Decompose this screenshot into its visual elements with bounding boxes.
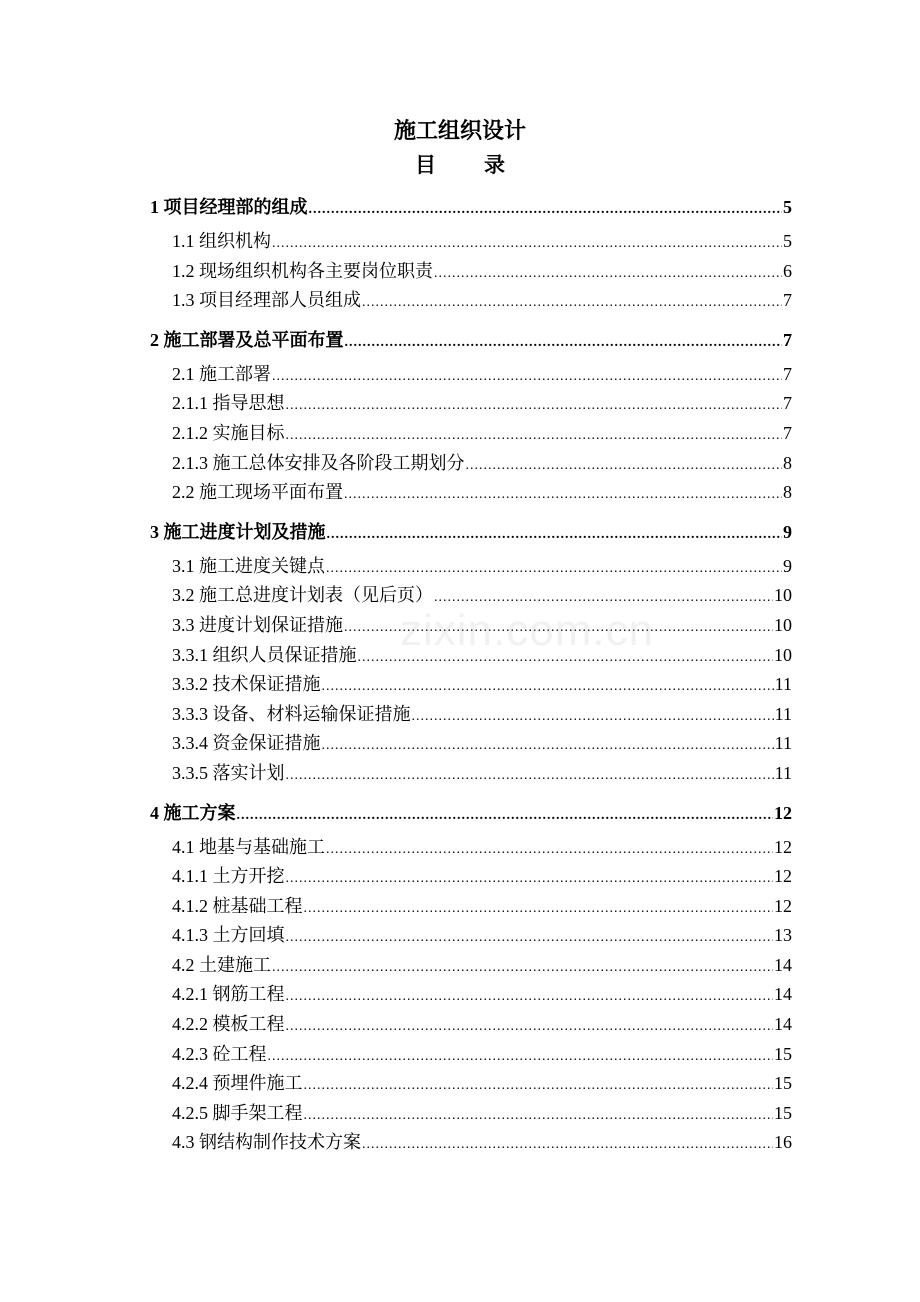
- toc-entry-label: 3.3.1 组织人员保证措施: [172, 644, 357, 665]
- toc-entry-page: 5: [783, 197, 792, 217]
- toc-entry-page: 7: [783, 422, 792, 443]
- toc-dot-leader: [304, 894, 774, 924]
- toc-entry-label: 3 施工进度计划及措施: [150, 521, 326, 542]
- toc-entry-page: 11: [774, 703, 792, 724]
- toc-entry-page: 9: [783, 555, 792, 576]
- toc-section-entry[interactable]: [150, 552, 792, 582]
- toc-entry-label: 3.2 施工总进度计划表（见后页）: [172, 585, 433, 606]
- toc-section-entry[interactable]: [150, 257, 792, 287]
- toc-dot-leader: [362, 1130, 773, 1160]
- toc-section-entry[interactable]: [150, 700, 792, 730]
- toc-chapter-entry[interactable]: [150, 192, 792, 222]
- toc-dot-leader: [268, 1042, 774, 1072]
- toc-section-entry[interactable]: [150, 478, 792, 508]
- toc-dot-leader: [322, 672, 774, 702]
- toc-entry-label: 2.1 施工部署: [172, 363, 271, 384]
- toc-section-entry[interactable]: [150, 892, 792, 922]
- toc-section-entry[interactable]: [150, 389, 792, 419]
- toc-dot-leader: [272, 229, 782, 259]
- toc-entry-page: 10: [774, 585, 792, 606]
- toc-entry-page: 6: [783, 260, 792, 281]
- toc-section-entry[interactable]: [150, 862, 792, 892]
- toc-entry-label: 3.3.2 技术保证措施: [172, 674, 321, 695]
- toc-entry-label: 3.3.4 资金保证措施: [172, 733, 321, 754]
- toc-entry-label: 2.1.1 指导思想: [172, 393, 285, 414]
- toc-entry-label: 4 施工方案: [150, 802, 236, 823]
- toc-entry-label: 4.1.1 土方开挖: [172, 866, 285, 887]
- toc-section-entry[interactable]: [150, 951, 792, 981]
- toc-entry-label: 3.3.3 设备、材料运输保证措施: [172, 703, 411, 724]
- toc-entry-label: 4.1.3 土方回填: [172, 925, 285, 946]
- toc-dot-leader: [237, 801, 774, 831]
- toc-section-entry[interactable]: [150, 1069, 792, 1099]
- toc-entry-label: 1.1 组织机构: [172, 231, 271, 251]
- toc-entry-label: 2.1.3 施工总体安排及各阶段工期划分: [172, 452, 465, 473]
- toc-section-entry[interactable]: [150, 419, 792, 449]
- toc-dot-leader: [326, 835, 773, 865]
- toc-section-entry[interactable]: [150, 1040, 792, 1070]
- toc-dot-leader: [286, 982, 774, 1012]
- toc-entry-page: 5: [783, 231, 792, 251]
- toc-entry-page: 12: [774, 802, 792, 823]
- toc-entry-page: 16: [774, 1132, 792, 1153]
- toc-entry-label: 4.2 土建施工: [172, 954, 271, 975]
- toc-entry-label: 3.1 施工进度关键点: [172, 555, 325, 576]
- toc-dot-leader: [286, 421, 783, 451]
- toc-entry-label: 4.1 地基与基础施工: [172, 836, 325, 857]
- toc-entry-page: 14: [774, 984, 792, 1005]
- toc-entry-label: 4.2.3 砼工程: [172, 1043, 267, 1064]
- toc-dot-leader: [362, 288, 782, 318]
- toc-dot-leader: [286, 1012, 774, 1042]
- toc-entry-page: 7: [783, 393, 792, 414]
- toc-entry-page: 14: [774, 1014, 792, 1035]
- toc-entry-page: 7: [783, 290, 792, 311]
- toc-chapter-entry[interactable]: [150, 798, 792, 828]
- toc-dot-leader: [272, 953, 773, 983]
- toc-entry-page: 15: [774, 1102, 792, 1123]
- toc-entry-label: 4.1.2 桩基础工程: [172, 895, 303, 916]
- toc-entry-page: 8: [783, 452, 792, 473]
- toc-section-entry[interactable]: [150, 729, 792, 759]
- toc-section-entry[interactable]: [150, 833, 792, 863]
- toc-entry-label: 2.2 施工现场平面布置: [172, 482, 343, 503]
- toc-entry-label: 4.2.5 脚手架工程: [172, 1102, 303, 1123]
- toc-dot-leader: [412, 702, 774, 732]
- toc-entry-page: 9: [783, 521, 792, 542]
- toc-entry-label: 1.2 现场组织机构各主要岗位职责: [172, 260, 433, 281]
- toc-dot-leader: [327, 520, 783, 550]
- toc-section-entry[interactable]: [150, 1128, 792, 1158]
- toc-entry-page: 15: [774, 1073, 792, 1094]
- toc-entry-page: 7: [783, 329, 792, 350]
- toc-entry-page: 12: [774, 895, 792, 916]
- toc-section-entry[interactable]: [150, 1099, 792, 1129]
- toc-dot-leader: [286, 761, 774, 791]
- toc-entry-label: 4.2.2 模板工程: [172, 1014, 285, 1035]
- toc-entry-label: 2 施工部署及总平面布置: [150, 329, 344, 350]
- toc-entry-page: 13: [774, 925, 792, 946]
- toc-chapter-entry[interactable]: [150, 517, 792, 547]
- watermark: zixin.com.cn: [400, 606, 655, 655]
- toc-entry-page: 7: [783, 363, 792, 384]
- toc-dot-leader: [286, 391, 783, 421]
- toc-entry-page: 14: [774, 954, 792, 975]
- toc-dot-leader: [466, 451, 783, 481]
- toc-dot-leader: [304, 1101, 774, 1131]
- toc-entry-page: 10: [774, 644, 792, 665]
- toc-section-entry[interactable]: [150, 670, 792, 700]
- toc-section-entry[interactable]: [150, 286, 792, 316]
- toc-entry-page: 11: [774, 762, 792, 783]
- toc-dot-leader: [286, 923, 774, 953]
- toc-entry-page: 11: [774, 733, 792, 754]
- toc-section-entry[interactable]: [150, 980, 792, 1010]
- toc-entry-label: 4.3 钢结构制作技术方案: [172, 1132, 361, 1153]
- toc-heading: [0, 150, 920, 180]
- toc-entry-page: 10: [774, 614, 792, 635]
- toc-entry-page: 12: [774, 836, 792, 857]
- table-of-contents: [150, 192, 792, 1158]
- toc-heading-left: 目: [415, 153, 436, 177]
- toc-section-entry[interactable]: [150, 449, 792, 479]
- toc-entry-label: 4.2.4 预埋件施工: [172, 1073, 303, 1094]
- toc-heading-right: 录: [484, 153, 505, 177]
- toc-dot-leader: [272, 362, 782, 392]
- toc-dot-leader: [345, 328, 783, 358]
- toc-entry-label: 1.3 项目经理部人员组成: [172, 290, 361, 311]
- toc-section-entry[interactable]: [150, 921, 792, 951]
- document-title: 施工组织设计: [393, 118, 526, 143]
- toc-dot-leader: [322, 731, 774, 761]
- toc-entry-label: 2.1.2 实施目标: [172, 422, 285, 443]
- toc-entry-label: 1 项目经理部的组成: [150, 197, 308, 217]
- toc-dot-leader: [304, 1071, 774, 1101]
- toc-entry-page: 15: [774, 1043, 792, 1064]
- toc-entry-page: 11: [774, 674, 792, 695]
- toc-entry-label: 3.3.5 落实计划: [172, 762, 285, 783]
- toc-section-entry[interactable]: [150, 759, 792, 789]
- toc-chapter-entry[interactable]: [150, 325, 792, 355]
- toc-dot-leader: [309, 195, 783, 225]
- toc-section-entry[interactable]: [150, 1010, 792, 1040]
- toc-entry-page: 12: [774, 866, 792, 887]
- toc-section-entry[interactable]: [150, 227, 792, 257]
- toc-section-entry[interactable]: [150, 360, 792, 390]
- toc-dot-leader: [286, 864, 774, 894]
- toc-entry-page: 8: [783, 482, 792, 503]
- toc-dot-leader: [434, 259, 782, 289]
- toc-entry-label: 4.2.1 钢筋工程: [172, 984, 285, 1005]
- toc-dot-leader: [326, 554, 782, 584]
- toc-entry-label: 3.3 进度计划保证措施: [172, 614, 343, 635]
- toc-dot-leader: [344, 480, 782, 510]
